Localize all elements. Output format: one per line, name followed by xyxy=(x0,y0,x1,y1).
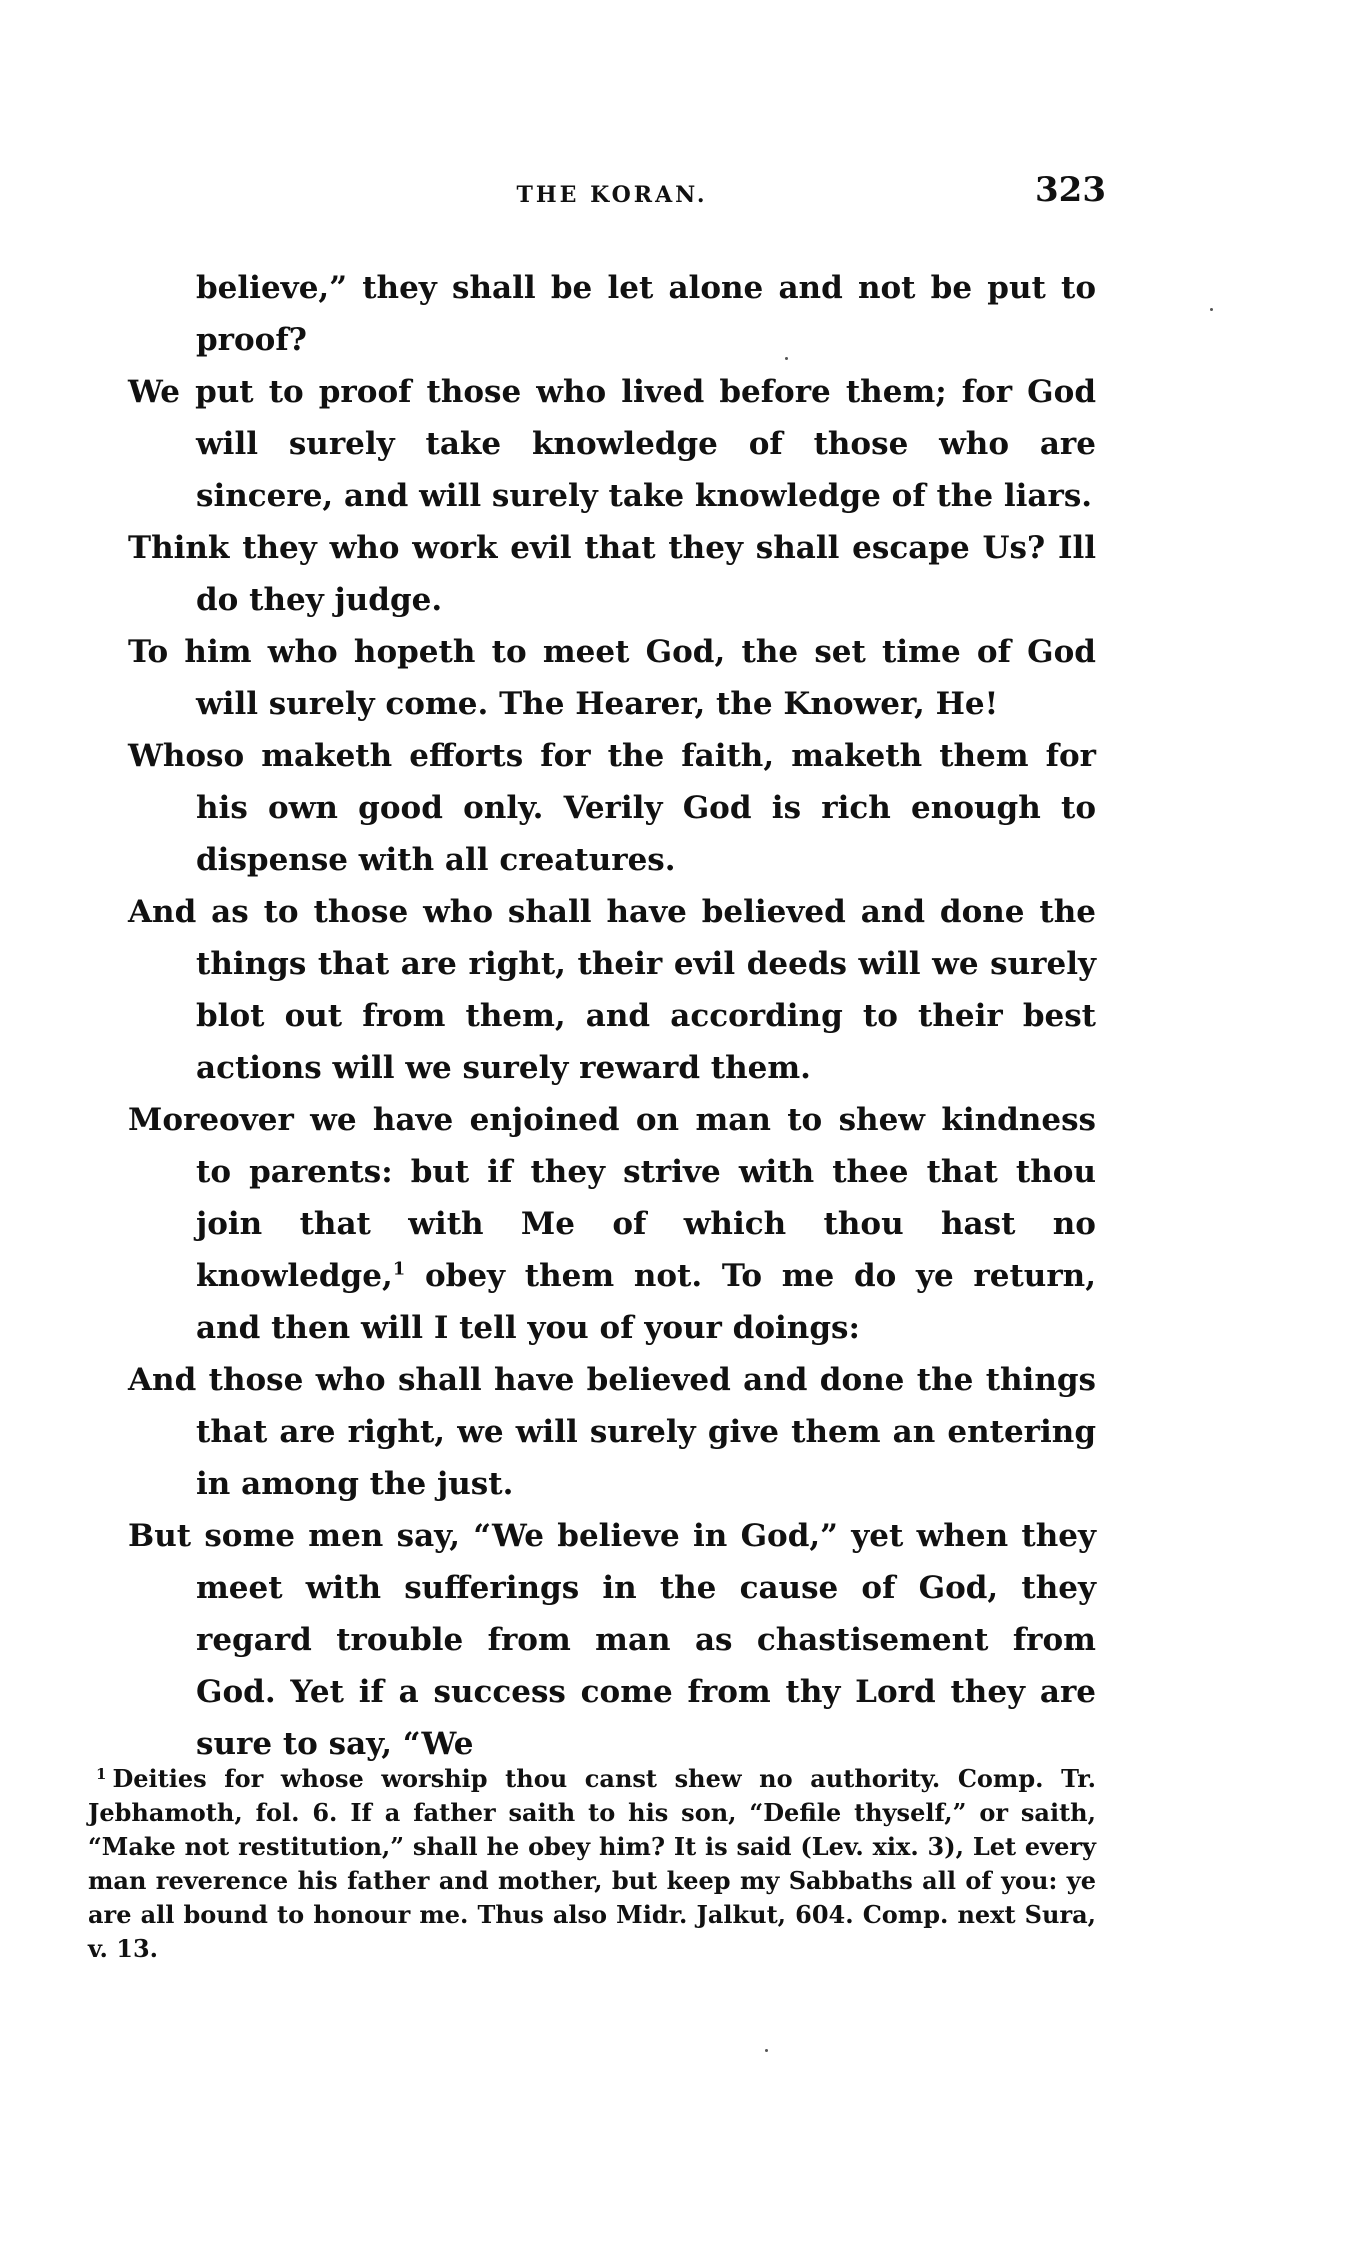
running-title: THE KORAN. xyxy=(516,182,708,208)
verse-paragraph: Think they who work evil that they shall escape Us? Ill do they judge. xyxy=(128,530,1096,618)
verse-text: Moreover we have enjoined on man to shew kindness to parents: but if they strive with thee that thou join that with Me of which thou hast no knowledge, xyxy=(128,1102,1096,1294)
verse-paragraph: And as to those who shall have believed and done the things that are right, their evil deeds will we surely blot out from them, and according to their best actions will we surely reward them. xyxy=(128,894,1096,1086)
verse-paragraph: To him who hopeth to meet God, the set time of God will surely come. The Hearer, the Knower, He! xyxy=(128,634,1096,722)
verse-paragraph: Whoso maketh efforts for the faith, maketh them for his own good only. Verily God is rich enough to dispense with all creatures. xyxy=(128,738,1096,878)
speck xyxy=(785,357,788,360)
speck xyxy=(1210,308,1213,311)
verse-paragraph: But some men say, “We believe in God,” yet when they meet with sufferings in the cause of God, they regard trouble from man as chastisement from God. Yet if a success come from thy Lord they are sure to say, “We xyxy=(128,1518,1096,1762)
footnote-marker: 1 xyxy=(96,1765,107,1783)
running-head xyxy=(128,170,1106,220)
footnote-reference: 1 xyxy=(392,1258,406,1280)
footnote xyxy=(88,1757,1096,1966)
verse-paragraph: We put to proof those who lived before them; for God will surely take knowledge of those who are sincere, and will surely take knowledge of the liars. xyxy=(128,374,1096,514)
verse-text: obey them not. To me do ye return, and then will I tell you of your doings: xyxy=(196,1258,1096,1346)
footnote-text: Deities for whose worship thou canst shew no authority. Comp. Tr. Jebhamoth, fol. 6. If a father saith to his son, “Defile thyself,” or saith, “Make not restitution,” shall he obey him? It is said (Lev. xix. 3), Let every man reverence his father and mother, but keep my Sabbaths all of you: ye are all bound to honour me. Thus also Midr. Jalkut, 604. Comp. next Sura, v. 13. xyxy=(88,1764,1096,1963)
verse-paragraph: believe,” they shall be let alone and not be put to proof? xyxy=(196,270,1096,358)
verse-paragraph xyxy=(128,1094,1096,1354)
speck xyxy=(765,2049,768,2052)
verse-paragraph: And those who shall have believed and done the things that are right, we will surely give them an entering in among the just. xyxy=(128,1362,1096,1502)
verse-list xyxy=(128,262,1096,1770)
page-number: 323 xyxy=(1035,170,1106,210)
footnotes xyxy=(88,1757,1096,1966)
